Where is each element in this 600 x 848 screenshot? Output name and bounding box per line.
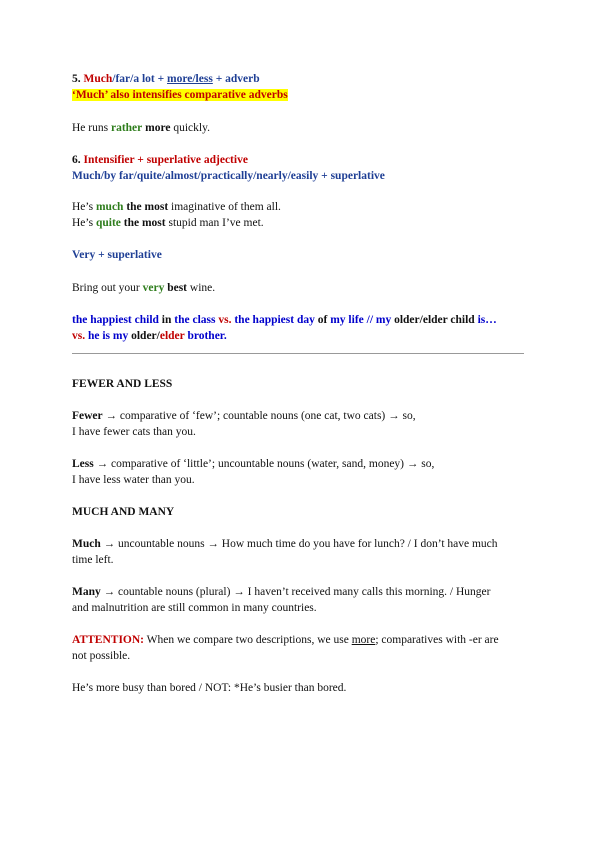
section-5-heading [72,72,260,87]
busy-example: He’s more busy than bored / NOT: *He’s busier than bored. [72,682,347,694]
older-elder-child: older/elder child [391,314,475,326]
section-title: Intensifier + superlative adjective [83,154,248,166]
he-is-my: he is my [85,330,129,342]
fewer-definition [72,409,416,424]
vs-word: vs. [72,330,86,342]
attention-text: ; comparatives with -er are [375,634,499,646]
attention-line [72,633,499,648]
brother-word: brother. [184,330,227,342]
many-definition-cont: and malnutrition are still common in many countries. [72,602,317,614]
in-word: in [158,314,175,326]
vs-word: vs. [215,314,232,326]
example-text: Bring out your [72,282,143,294]
fewer-word: Fewer [72,410,103,422]
much-many-heading: MUCH AND MANY [72,506,175,518]
example-text: imaginative of them all. [168,201,281,213]
the-most-word: the most [126,201,169,213]
far-alot-text: /far/a lot + [112,73,168,85]
very-superlative-heading: Very + superlative [72,249,162,261]
rather-word: rather [110,122,143,134]
example-stupid-line [72,216,264,231]
happiest-line-2 [72,329,227,344]
the-most-word: the most [123,217,166,229]
many-word: Many [72,586,101,598]
best-word: best [167,282,188,294]
happiest-child: the happiest child [72,314,159,326]
elder-word: elder [159,330,185,342]
example-wine-line [72,281,215,296]
many-text: → countable nouns (plural) → I haven’t received many calls this morning. / Hunger [100,586,491,598]
happiest-day: the happiest day [231,314,315,326]
much-definition [72,537,498,552]
example-text: quickly. [170,122,210,134]
example-text: He’s [72,201,96,213]
example-imaginative-line [72,200,281,215]
less-word: Less [72,458,94,470]
fewer-text: → comparative of ‘few’; countable nouns (one cat, two cats) → so, [102,410,416,422]
more-less-text: more/less [167,73,213,85]
less-text: → comparative of ‘little’; uncountable nouns (water, sand, money) → so, [93,458,435,470]
more-word: more [145,122,171,134]
very-word: very [142,282,165,294]
section-6-heading [72,153,248,168]
attention-label: ATTENTION: [72,634,144,646]
of-word: of [314,314,331,326]
much-word: Much [83,73,113,85]
example-text: He runs [72,122,111,134]
much-definition-cont: time left. [72,554,114,566]
much-word: much [95,201,124,213]
less-example: I have less water than you. [72,474,195,486]
attention-line-cont: not possible. [72,650,131,662]
much-intensifies-line [72,88,288,103]
highlighted-note: ‘Much’ also intensifies comparative adverbs [72,89,288,101]
happiest-line-1 [72,313,497,328]
fewer-less-heading: FEWER AND LESS [72,378,173,390]
much-word: Much [72,538,101,550]
intensifier-list: Much/by far/quite/almost/practically/nearly/easily + superlative [72,170,385,182]
attention-text: When we compare two descriptions, we use [144,634,352,646]
the-class: the class [174,314,216,326]
example-text: wine. [187,282,216,294]
example-text: stupid man I’ve met. [165,217,264,229]
fewer-example: I have fewer cats than you. [72,426,196,438]
more-word: more [351,634,376,646]
plus-adverb-text: + adverb [212,73,260,85]
section-number: 6. [72,154,81,166]
section-number: 5. [72,73,81,85]
many-definition [72,585,490,600]
much-text: → uncountable nouns → How much time do you have for lunch? / I don’t have much [100,538,498,550]
example-text: He’s [72,217,96,229]
quite-word: quite [95,217,121,229]
my-life: my life // my [330,314,392,326]
is-word: is… [474,314,497,326]
example-runs-line [72,121,210,136]
older-word: older/ [128,330,160,342]
horizontal-divider [72,353,524,354]
less-definition [72,457,434,472]
